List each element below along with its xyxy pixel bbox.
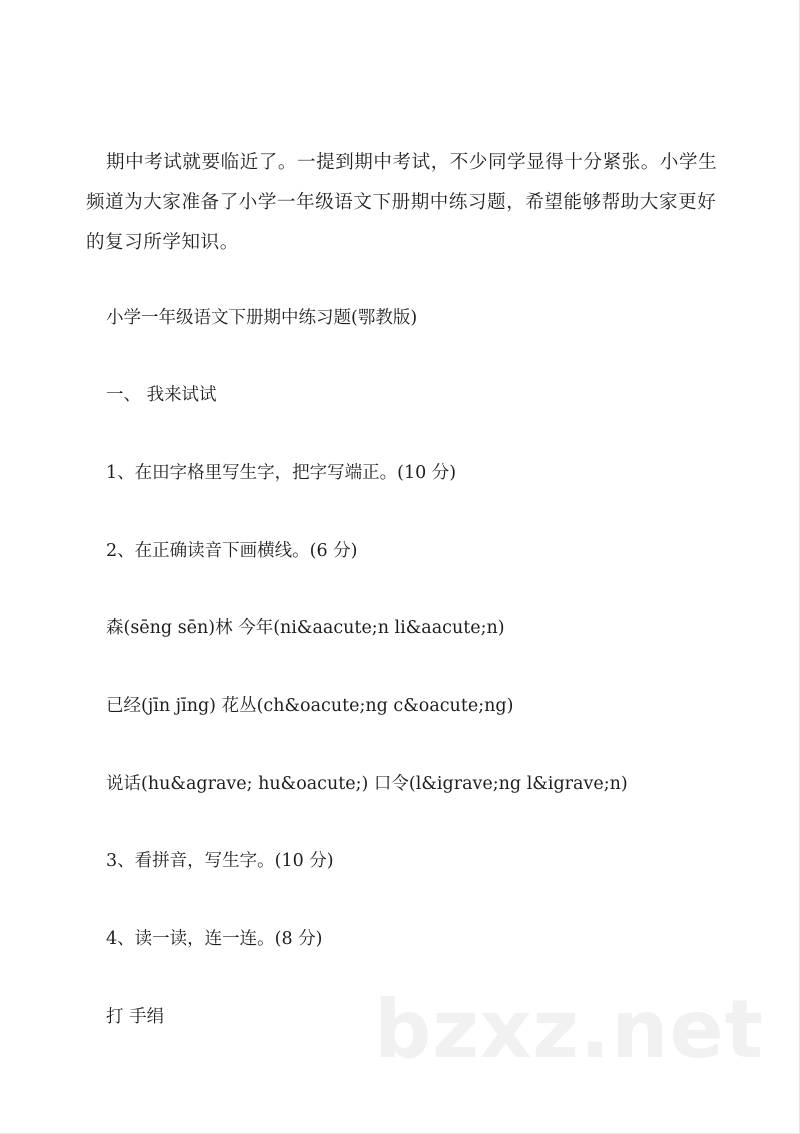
section-heading: 一、 我来试试 (106, 385, 217, 405)
pinyin-line-2: 已经(jīn jīng) 花丛(ch&oacute;ng c&oacute;ng) (106, 696, 514, 716)
question-4: 4、读一读，连一连。(8 分) (106, 929, 323, 949)
question-3: 3、看拼音，写生字。(10 分) (106, 851, 334, 871)
document-title: 小学一年级语文下册期中练习题(鄂教版) (106, 308, 418, 328)
intro-paragraph: 期中考试就要临近了。一提到期中考试，不少同学显得十分紧张。小学生频道为大家准备了小学一年级语文下册期中练习题，希望能够帮助大家更好的复习所学知识。 (86, 152, 718, 253)
question-2: 2、在正确读音下画横线。(6 分) (106, 541, 358, 561)
words-line: 打 手绢 (106, 1007, 165, 1027)
pinyin-line-3: 说话(hu&agrave; hu&oacute;) 口令(l&igrave;ng l&igrave;n) (106, 774, 628, 794)
watermark: bzxz.net (374, 983, 764, 1076)
question-1: 1、在田字格里写生字，把字写端正。(10 分) (106, 463, 457, 483)
pinyin-line-1: 森(sēng sēn)林 今年(ni&aacute;n li&aacute;n) (106, 618, 505, 638)
